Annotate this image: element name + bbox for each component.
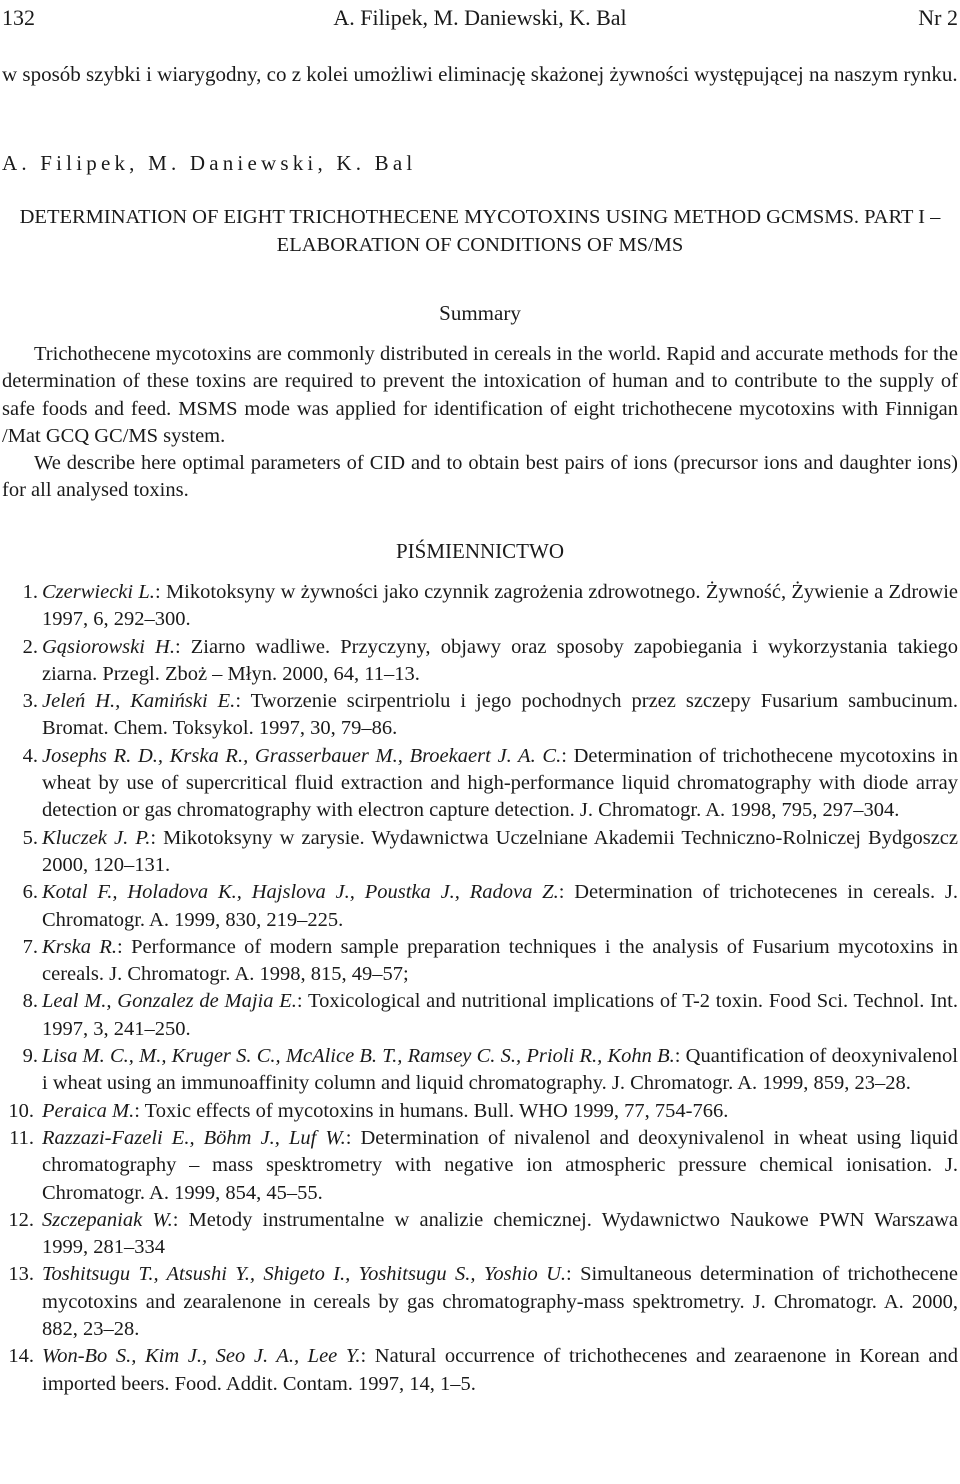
references-list [2,579,958,1398]
summary-heading: Summary [439,301,521,325]
reference-text: : Mikotoksyny w żywności jako czynnik zagrożenia zdrowotnego. Żywność, Żywienie a Zdrowie 1997, 6, 292–300. [42,581,958,631]
reference-text: : Tworzenie scirpentriolu i jego pochodnych przez szczepy Fusarium sambucinum. Bromat. Chem. Toksykol. 1997, 30, 79–86. [42,690,958,740]
reference-item [2,1261,958,1343]
reference-text: : Quantification of deoxynivalenol i wheat using an immunoaffinity column and liquid chromatography. J. Chromatogr. A. 1999, 859, 23–28. [42,1045,958,1095]
reference-item [2,879,958,934]
reference-authors: Krska R. [42,935,118,958]
reference-item [2,934,958,989]
running-head-authors: A. Filipek, M. Daniewski, K. Bal [333,5,627,30]
reference-number: 3. [22,690,38,713]
reference-authors: Peraica M. [42,1099,135,1122]
reference-number: 12. [8,1208,34,1231]
reference-number: 14. [8,1345,34,1368]
reference-number: 11. [9,1126,34,1149]
reference-number: 6. [22,881,38,904]
reference-number: 5. [22,826,38,849]
reference-item [2,825,958,880]
reference-number: 7. [22,935,38,958]
summary-paragraph: We describe here optimal parameters of CID and to obtain best pairs of ions (precursor ions and daughter ions) for all analysed toxins. [2,452,958,502]
reference-authors: Gąsiorowski H. [42,635,175,658]
summary-paragraph: Trichothecene mycotoxins are commonly distributed in cereals in the world. Rapid and accurate methods for the determination of these toxins are required to prevent the intoxication of human and to contribute to the supply of safe foods and feed. MSMS mode was applied for identification of eight trichothecene mycotoxins with Finnigan /Mat GCQ GC/MS system. [2,343,958,447]
reference-item [2,1207,958,1262]
references-heading: PIŚMIENNICTWO [396,539,564,563]
english-title: DETERMINATION OF EIGHT TRICHOTHECENE MYCOTOXINS USING METHOD GCMSMS. PART I – ELABORATION OF CONDITIONS OF MS/MS [19,206,941,256]
reference-item [2,743,958,825]
reference-text: : Determination of trichothecene mycotoxins in wheat by use of supercritical fluid extraction and high-performance liquid chromatography with diode array detection or gas chromatography with electron capture detection. J. Chromatogr. A. 1998, 795, 297–304. [42,744,958,822]
reference-authors: Toshitsugu T., Atsushi Y., Shigeto I., Yoshitsugu S., Yoshio U. [42,1263,567,1286]
reference-item [2,579,958,634]
reference-text: : Natural occurrence of trichothecenes and zearaenone in Korean and imported beers. Food. Addit. Contam. 1997, 14, 1–5. [42,1345,958,1395]
reference-item [2,1125,958,1207]
reference-item [2,1043,958,1098]
issue-number: Nr 2 [918,5,958,30]
reference-authors: Kluczek J. P. [42,826,151,849]
reference-item [2,988,958,1043]
reference-text: : Ziarno wadliwe. Przyczyny, objawy oraz sposoby zapobiegania i wykorzystania takiego ziarna. Przegl. Zboż – Młyn. 2000, 64, 11–13. [42,635,958,685]
reference-text: : Performance of modern sample preparation techniques i the analysis of Fusarium mycotoxins in cereals. J. Chromatogr. A. 1998, 815, 49–57; [42,935,959,986]
reference-authors: Josephs R. D., Krska R., Grasserbauer M., Broekaert J. A. C. [42,744,562,767]
reference-number: 10. [8,1099,34,1122]
reference-authors: Leal M., Gonzalez de Majia E. [42,990,297,1013]
reference-text: : Toxic effects of mycotoxins in humans. Bull. WHO 1999, 77, 754-766. [134,1099,729,1122]
reference-authors: Lisa M. C., M., Kruger S. C., McAlice B. T., Ramsey C. S., Prioli R., Kohn B. [42,1045,675,1068]
reference-number: 2. [22,635,38,658]
reference-number: 1. [22,581,38,603]
reference-item [2,1343,958,1398]
reference-text: : Simultaneous determination of trichothecene mycotoxins and zearalenone in cereals by gas chromatography-mass spektrometry. J. Chromatogr. A. 2000, 882, 23–28. [42,1263,959,1341]
reference-number: 9. [22,1045,38,1068]
reference-authors: Szczepaniak W. [42,1208,173,1231]
reference-item [2,1098,958,1125]
reference-number: 8. [22,990,38,1013]
reference-text: : Mikotoksyny w zarysie. Wydawnictwa Uczelniane Akademii Techniczno-Rolniczej Bydgoszcz 2000, 120–131. [42,826,958,876]
running-head [2,5,958,35]
english-authors: A. Filipek, M. Daniewski, K. Bal [2,151,417,175]
reference-text: : Toxicological and nutritional implications of T-2 toxin. Food Sci. Technol. Int. 1997, 3, 241–250. [42,990,958,1040]
page-number: 132 [2,5,35,30]
reference-authors: Jeleń H., Kamiński E. [42,690,236,713]
reference-number: 13. [8,1263,34,1286]
reference-text: : Metody instrumentalne w analizie chemicznej. Wydawnictwo Naukowe PWN Warszawa 1999, 281–334 [42,1208,958,1259]
summary-body [2,341,958,505]
reference-authors: Won-Bo S., Kim J., Seo J. A., Lee Y. [42,1345,361,1368]
reference-text: : Determination of trichotecenes in cereals. J. Chromatogr. A. 1999, 830, 219–225. [42,881,958,931]
previous-paragraph-tail: w sposób szybki i wiarygodny, co z kolei umożliwi eliminację skażonej żywności występującej na naszym rynku. [2,62,958,86]
reference-authors: Kotal F., Holadova K., Hajslova J., Poustka J., Radova Z. [42,881,559,904]
reference-number: 4. [22,744,38,767]
reference-text: : Determination of nivalenol and deoxynivalenol in wheat using liquid chromatography – mass spesktrometry with negative ion atmospheric pressure chemical ionisation. J. Chromatogr. A. 1999, 854, 45–55. [42,1126,958,1204]
reference-authors: Czerwiecki L. [42,581,155,603]
reference-authors: Razzazi-Fazeli E., Böhm J., Luf W. [42,1126,346,1149]
reference-item [2,688,958,743]
reference-item [2,634,958,689]
